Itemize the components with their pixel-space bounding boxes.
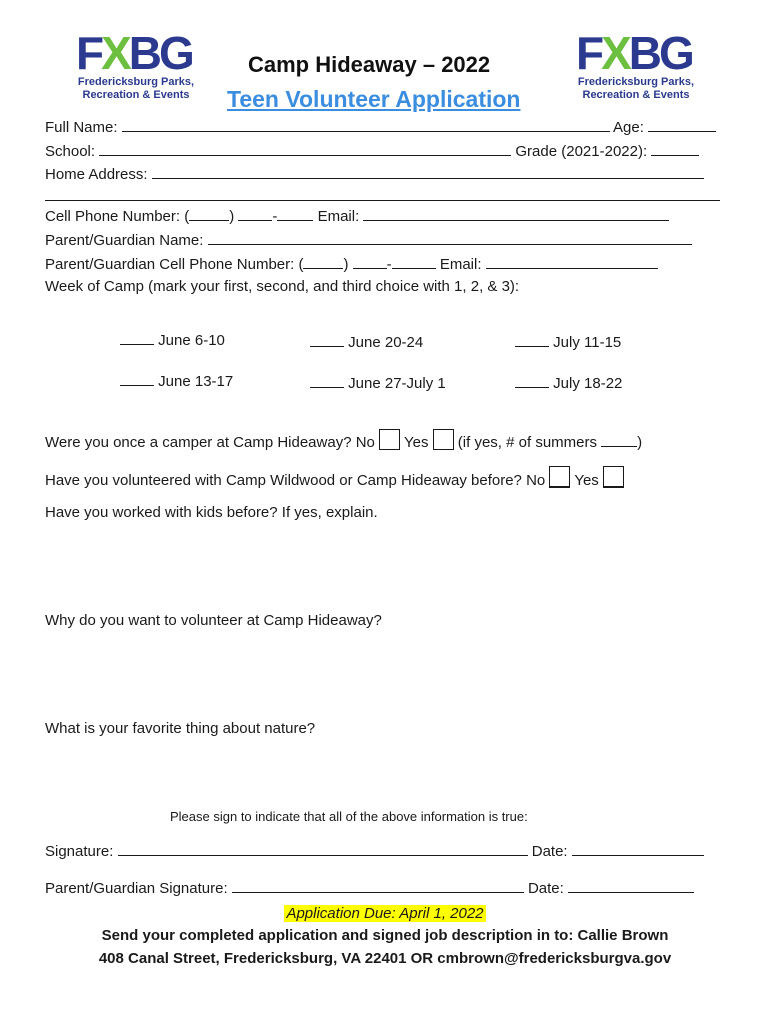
camper-question: Were you once a camper at Camp Hideaway? No bbox=[45, 434, 375, 451]
parent-line-field[interactable] bbox=[392, 256, 436, 269]
due-date: Application Due: April 1, 2022 bbox=[286, 905, 484, 922]
volunteer-yes-checkbox[interactable] bbox=[603, 466, 624, 488]
signature-label: Signature: bbox=[45, 843, 114, 860]
volunteer-question: Have you volunteered with Camp Wildwood or Camp Hideaway before? No bbox=[45, 472, 546, 489]
grade-label: Grade (2021-2022): bbox=[515, 143, 648, 160]
signature-field[interactable] bbox=[118, 843, 528, 856]
volunteer-no-checkbox[interactable] bbox=[549, 466, 570, 488]
cell-line-field[interactable] bbox=[277, 208, 313, 221]
week-choice-field[interactable] bbox=[310, 334, 344, 347]
camper-summers-field[interactable] bbox=[601, 434, 637, 447]
send-instructions-line1: Send your completed application and signed job description in to: Callie Brown bbox=[101, 927, 669, 944]
week-choice-field[interactable] bbox=[120, 332, 154, 345]
week-label: June 20-24 bbox=[348, 334, 424, 351]
school-field[interactable] bbox=[99, 143, 511, 156]
full-name-row bbox=[45, 119, 716, 136]
nature-question: What is your favorite thing about nature? bbox=[45, 720, 316, 737]
cell-prefix-field[interactable] bbox=[238, 208, 272, 221]
address-row-2 bbox=[45, 188, 720, 205]
cell-phone-row bbox=[45, 208, 669, 225]
send-instructions-line2: 408 Canal Street, Fredericksburg, VA 22401 OR cmbrown@fredericksburgva.gov bbox=[98, 950, 672, 967]
paren-close: ) bbox=[229, 208, 235, 225]
dash: - bbox=[386, 256, 392, 273]
page-subtitle: Teen Volunteer Application bbox=[227, 86, 521, 112]
week-choice bbox=[515, 334, 621, 351]
camper-yes-checkbox[interactable] bbox=[433, 429, 454, 450]
week-label: July 11-15 bbox=[553, 334, 622, 351]
cell-phone-label: Cell Phone Number: ( bbox=[45, 208, 190, 225]
parent-phone-label: Parent/Guardian Cell Phone Number: ( bbox=[45, 256, 304, 273]
dash: - bbox=[272, 208, 278, 225]
parent-date-field[interactable] bbox=[568, 880, 694, 893]
camper-summers-label: (if yes, # of summers bbox=[457, 434, 597, 451]
date-label: Date: bbox=[531, 843, 568, 860]
week-label: June 13-17 bbox=[158, 373, 234, 390]
parent-name-field[interactable] bbox=[208, 232, 692, 245]
logo-mark: FXBG bbox=[76, 27, 192, 79]
fxbg-logo-right bbox=[576, 27, 696, 101]
week-label: July 18-22 bbox=[553, 375, 623, 392]
week-choice-field[interactable] bbox=[310, 375, 344, 388]
email-field[interactable] bbox=[363, 208, 669, 221]
logo-mark: FXBG bbox=[576, 27, 692, 79]
parent-name-label: Parent/Guardian Name: bbox=[45, 232, 204, 249]
home-address-label: Home Address: bbox=[45, 166, 148, 183]
date-field[interactable] bbox=[572, 843, 704, 856]
cell-area-code-field[interactable] bbox=[189, 208, 229, 221]
parent-email-label: Email: bbox=[439, 256, 482, 273]
camper-question-row bbox=[45, 429, 642, 451]
week-choice-field[interactable] bbox=[515, 375, 549, 388]
parent-signature-label: Parent/Guardian Signature: bbox=[45, 880, 228, 897]
full-name-label: Full Name: bbox=[45, 119, 118, 136]
school-row bbox=[45, 143, 699, 160]
paren-close: ) bbox=[343, 256, 349, 273]
week-prompt: Week of Camp (mark your first, second, and third choice with 1, 2, & 3): bbox=[45, 278, 520, 295]
week-choice bbox=[310, 334, 423, 351]
grade-field[interactable] bbox=[651, 143, 699, 156]
week-choice bbox=[515, 375, 622, 392]
week-label: June 6-10 bbox=[158, 332, 225, 349]
parent-phone-row bbox=[45, 256, 658, 273]
due-date-wrap bbox=[0, 903, 770, 922]
parent-name-row bbox=[45, 232, 692, 249]
week-choice bbox=[120, 332, 225, 349]
signature-row bbox=[45, 843, 704, 860]
home-address-field-2[interactable] bbox=[45, 188, 720, 201]
week-choice-field[interactable] bbox=[120, 373, 154, 386]
logo-line2: Recreation & Events bbox=[582, 89, 690, 101]
volunteer-question-row bbox=[45, 466, 624, 489]
logo-line2: Recreation & Events bbox=[82, 89, 190, 101]
week-choice-field[interactable] bbox=[515, 334, 549, 347]
signature-instruction: Please sign to indicate that all of the above information is true: bbox=[170, 809, 528, 824]
paren-close: ) bbox=[637, 434, 643, 451]
parent-signature-row bbox=[45, 880, 694, 897]
camper-no-checkbox[interactable] bbox=[379, 429, 400, 450]
parent-prefix-field[interactable] bbox=[353, 256, 387, 269]
kids-question: Have you worked with kids before? If yes, explain. bbox=[45, 504, 378, 521]
week-choice bbox=[310, 375, 446, 392]
fxbg-logo-left bbox=[76, 27, 196, 101]
volunteer-yes-label: Yes bbox=[574, 472, 599, 489]
full-name-field[interactable] bbox=[122, 119, 610, 132]
logo-line1: Fredericksburg Parks, bbox=[77, 76, 195, 88]
parent-area-code-field[interactable] bbox=[303, 256, 343, 269]
parent-date-label: Date: bbox=[527, 880, 564, 897]
week-label: June 27-July 1 bbox=[348, 375, 446, 392]
parent-signature-field[interactable] bbox=[232, 880, 524, 893]
why-question: Why do you want to volunteer at Camp Hideaway? bbox=[45, 612, 382, 629]
address-row bbox=[45, 166, 704, 183]
page-title: Camp Hideaway – 2022 bbox=[248, 52, 491, 77]
age-field[interactable] bbox=[648, 119, 716, 132]
parent-email-field[interactable] bbox=[486, 256, 658, 269]
email-label: Email: bbox=[317, 208, 360, 225]
home-address-field[interactable] bbox=[152, 166, 704, 179]
logo-line1: Fredericksburg Parks, bbox=[577, 76, 695, 88]
school-label: School: bbox=[45, 143, 96, 160]
week-choice bbox=[120, 373, 233, 390]
age-label: Age: bbox=[613, 119, 644, 136]
camper-yes-label: Yes bbox=[403, 434, 429, 451]
